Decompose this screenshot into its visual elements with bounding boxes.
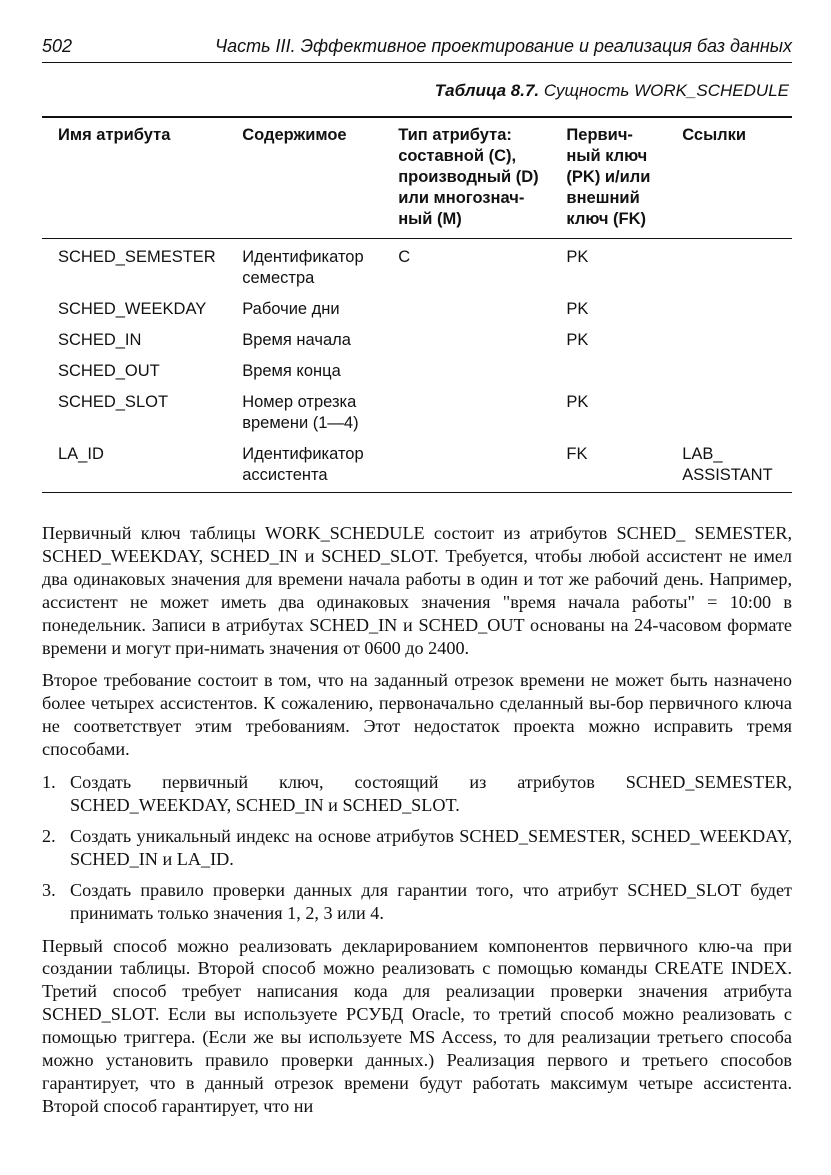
- column-header: Первич-ный ключ (PK) и/или внешний ключ (FK): [566, 126, 651, 228]
- table-row: [42, 294, 792, 325]
- running-header: [42, 36, 792, 62]
- column-header: Тип атрибута: составной (С), производный (D) или многознач-ный (М): [398, 126, 539, 228]
- table-cell: [382, 439, 550, 493]
- table-caption: [435, 81, 789, 101]
- paragraph: Первый способ можно реализовать декларированием компонентов первичного клю-ча при создании таблицы. Второй способ можно реализовать с помощью команды CREATE INDEX. Третий способ требует написания кода для реализации проверки значения атрибута SCHED_SLOT. Если вы используете РСУБД Oracle, то третий способ можно реализовать с помощью триггера. (Если же вы используете MS Access, то для реализации третьего способа можно установить правило проверки данных.) Реализация первого и третьего способов гарантирует, что в данный отрезок времени будут работать максимум четыре ассистента. Второй способ гарантирует, что ни: [42, 935, 792, 1116]
- table-cell: SCHED_SEMESTER: [58, 248, 216, 266]
- table-cell: Время начала: [242, 331, 351, 349]
- table-row: [42, 356, 792, 387]
- list-text: Создать первичный ключ, состоящий из атрибутов SCHED_SEMESTER, SCHED_WEEKDAY, SCHED_IN и SCHED_SLOT.: [70, 772, 792, 815]
- table-cell: Время конца: [242, 362, 341, 380]
- table-cell: PK: [566, 331, 589, 349]
- table-cell: [382, 294, 550, 325]
- table-row: [42, 387, 792, 439]
- table-cell: [666, 387, 792, 439]
- table-cell: SCHED_IN: [58, 331, 142, 349]
- table-cell: Номер отрезка времени (1—4): [242, 393, 359, 432]
- table-cell: [666, 356, 792, 387]
- table-cell: PK: [566, 393, 589, 411]
- list-number: 1.: [42, 772, 56, 793]
- table-cell: SCHED_OUT: [58, 362, 160, 380]
- table-cell: Идентификатор семестра: [242, 248, 364, 287]
- column-header: Имя атрибута: [58, 126, 171, 144]
- table-cell: LA_ID: [58, 445, 104, 463]
- list-text: Создать уникальный индекс на основе атрибутов SCHED_SEMESTER, SCHED_WEEKDAY, SCHED_IN и LA_ID.: [70, 825, 792, 869]
- column-header: Ссылки: [682, 126, 747, 144]
- table-row: [42, 325, 792, 356]
- running-title: Часть III. Эффективное проектирование и реализация баз данных: [214, 36, 792, 56]
- table-cell: FK: [566, 445, 588, 463]
- table-cell: [382, 387, 550, 439]
- table-caption-label: Таблица 8.7.: [434, 81, 540, 100]
- attribute-table: [42, 116, 792, 493]
- list-text: Создать правило проверки данных для гарантии того, что атрибут SCHED_SLOT будет принимать только значения 1, 2, 3 или 4.: [70, 879, 792, 923]
- table-cell: SCHED_SLOT: [58, 393, 169, 411]
- table-cell: С: [398, 248, 411, 266]
- column-header: Содержимое: [242, 126, 347, 144]
- table-cell: LAB_ ASSISTANT: [682, 445, 773, 484]
- page-number: 502: [42, 36, 73, 56]
- table-cell: [550, 356, 666, 387]
- table-row: [42, 439, 792, 493]
- table-cell: SCHED_WEEKDAY: [58, 300, 207, 318]
- table-header-row: [42, 117, 792, 239]
- paragraph: Первичный ключ таблицы WORK_SCHEDULE состоит из атрибутов SCHED_ SEMESTER, SCHED_WEEKDAY, SCHED_IN и SCHED_SLOT. Требуется, чтобы любой ассистент не имел два одинаковых значения для времени начала работы в один и тот же рабочий день. Например, ассистент не может иметь два одинаковых значения "время начала работы" = 10:00 в понедельник. Записи в атрибутах SCHED_IN и SCHED_OUT основаны на 24-часовом формате времени и могут при-нимать значения от 0600 до 2400.: [42, 523, 792, 658]
- header-rule: [42, 62, 792, 63]
- body-text: [42, 522, 792, 1128]
- paragraph: Второе требование состоит в том, что на заданный отрезок времени не может быть назначено более четырех ассистентов. К сожалению, первоначально сделанный вы-бор первичного ключа не соответствует этим требованиям. Этот недостаток проекта можно исправить тремя способами.: [42, 670, 792, 760]
- table-cell: [382, 325, 550, 356]
- table-cell: PK: [566, 300, 589, 318]
- table-cell: [666, 325, 792, 356]
- list-number: 2.: [42, 825, 56, 846]
- table-cell: [382, 356, 550, 387]
- table-cell: [666, 294, 792, 325]
- list-number: 3.: [42, 879, 56, 900]
- table-cell: PK: [566, 248, 589, 266]
- table-cell: Идентификатор ассистента: [242, 445, 364, 484]
- numbered-list: [42, 771, 792, 924]
- table-row: [42, 239, 792, 295]
- table-cell: [666, 239, 792, 295]
- list-item: [42, 879, 792, 925]
- table-caption-text: Сущность WORK_SCHEDULE: [543, 81, 789, 100]
- list-item: [42, 825, 792, 871]
- list-item: [42, 771, 792, 817]
- table-cell: Рабочие дни: [242, 300, 340, 318]
